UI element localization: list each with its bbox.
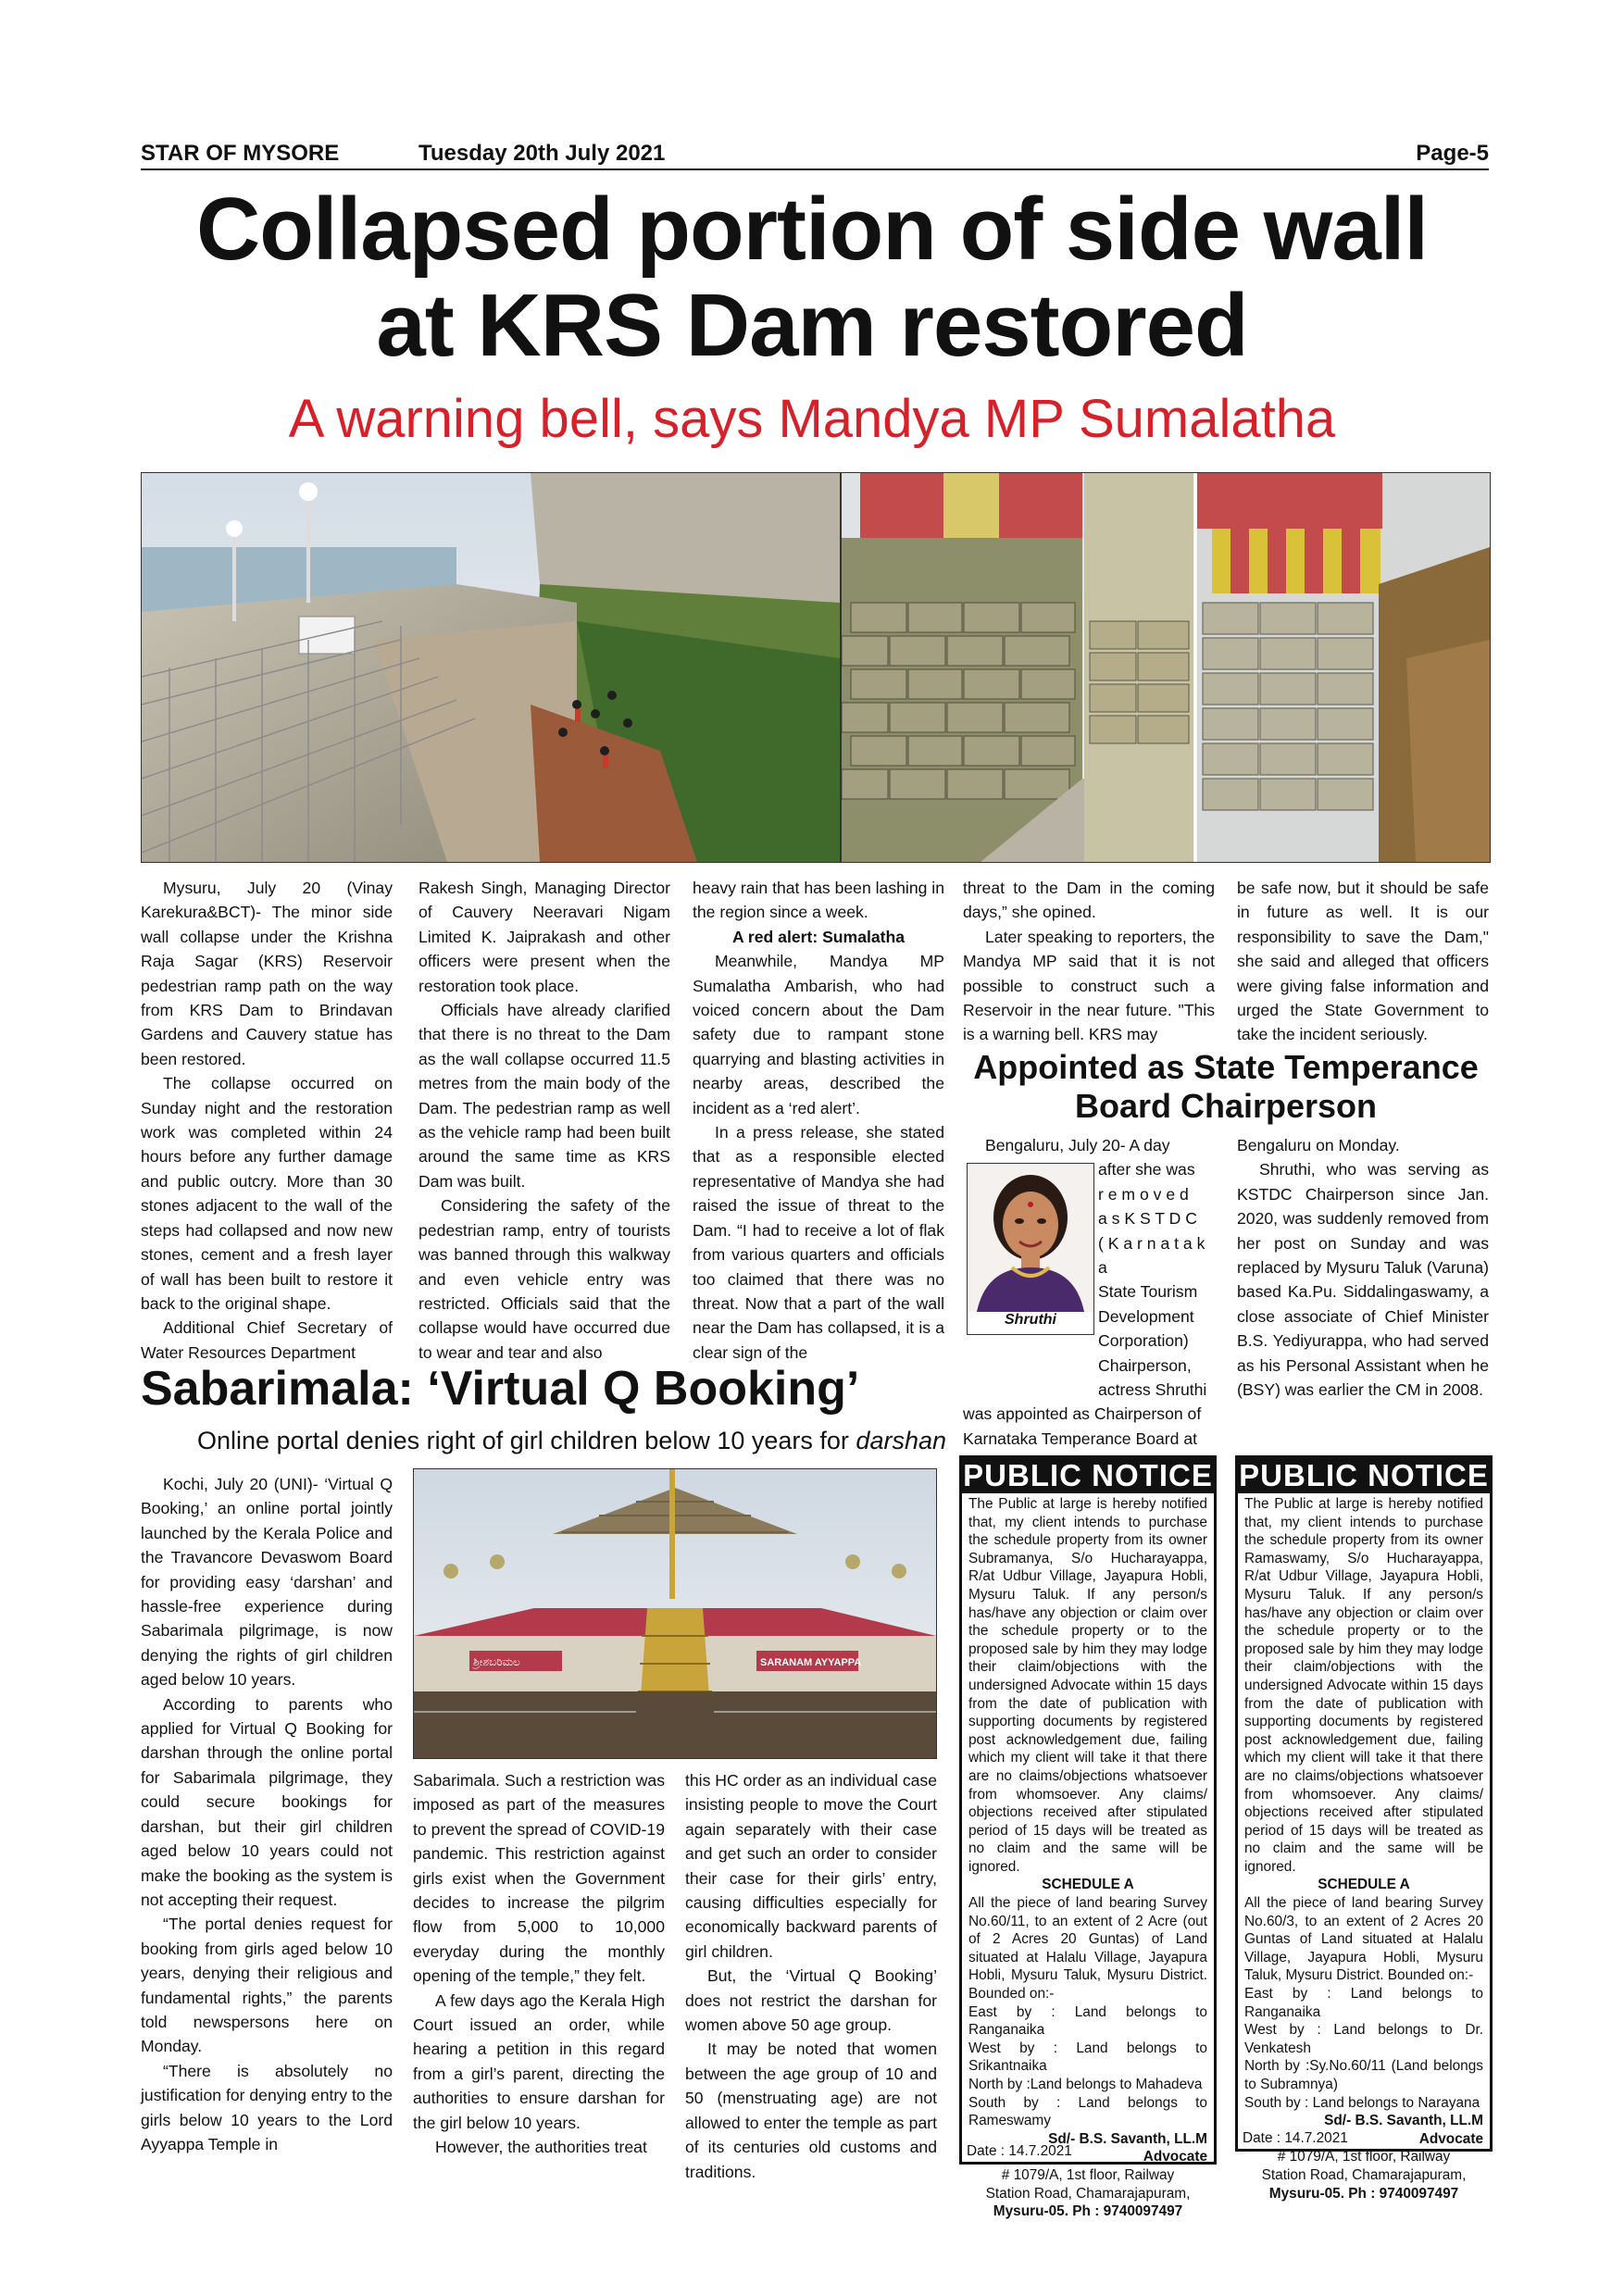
lead-kicker: A warning bell, says Mandya MP Sumalatha <box>288 389 1336 449</box>
portrait-caption: Shruthi <box>1005 1312 1056 1328</box>
temperance-line: actress Shruthi <box>1098 1380 1207 1400</box>
sabarimala-paragraph: “There is absolutely no justification for denying entry to the girls below 10 years to the Lord Ayyappa Temple in <box>141 2061 393 2153</box>
schedule-text: All the piece of land bearing Survey No.60/3, to an extent of 2 Acres 20 Guntas of Land situated at Halalu Village, Jayapura Hobli, Mysuru Taluk, Mysuru District. Bounded on:- <box>1244 1895 1483 1984</box>
notice-address: Mysuru-05. Ph : 9740097497 <box>1268 2185 1459 2202</box>
sabarimala-paragraph: this HC order as an individual case insisting people to move the Court again separately with their case and get such an order to consider their case for their girls’ entry, causing difficulties especially for economically backward parents of girl children. <box>685 1771 937 1961</box>
sabarimala-col-2 <box>413 1768 665 2160</box>
notice-date: Date : 14.7.2021 <box>1243 2130 1348 2146</box>
notice-text: The Public at large is hereby notified that, my client intends to purchase the schedule property from its owner Ramaswamy, S/o Hucharayappa, R/at Udbur Village, Jayapura Hobli, Mysuru Taluk. If any person/s has/have any objection or claim over the schedule property or to the proposed sale by him they may lodge their claim/objections with the undersigned Advocate within 15 days from the date of publication with supporting documents by registered post acknowledgement due, failing which my client will take it that there are no claims/objections whatsoever from whomsoever. Any claims/ objections received after stipulated period of 15 days will be treated as no claim and the same will be ignored. <box>1244 1496 1483 1875</box>
public-notice-2 <box>1235 1455 1493 2202</box>
notice-banner: PUBLIC NOTICE <box>1239 1458 1489 1492</box>
temperance-line: ( K a r n a t a k a <box>1098 1233 1206 1278</box>
sabarimala-col-1 <box>141 1472 393 2156</box>
lead-subhead: A red alert: Sumalatha <box>731 927 906 946</box>
lead-col-4 <box>963 876 1215 1047</box>
lead-paragraph: Additional Chief Secretary of Water Resources Department <box>141 1318 393 1362</box>
notice-address: Station Road, Chamarajapuram, <box>985 2185 1191 2202</box>
lead-paragraph: threat to the Dam in the coming days,” she opined. <box>963 879 1215 922</box>
sabarimala-paragraph: It may be noted that women between the age group of 10 and 50 (menstruating age) are not allowed to enter the temple as part of its centuries old customs and traditions. <box>685 2040 937 2181</box>
temperance-line: was appointed as Chairperson of <box>963 1404 1202 1424</box>
sabarimala-paragraph: A few days ago the Kerala High Court issued an order, while hearing a petition in this regard from a girl’s parent, directing the authorities to ensure darshan for the girl below 10 years. <box>413 1990 665 2132</box>
lead-paragraph: Later speaking to reporters, the Mandya MP said that it is not possible to construct such a Reservoir in the near future. "This is a warning bell. KRS may <box>963 927 1215 1044</box>
notice-text: The Public at large is hereby notified that, my client intends to purchase the schedule property from its owner Subramanya, S/o Hucharayappa, R/at Udbur Village, Jayapura Hobli, Mysuru Taluk. If any person/s has/have any objection or claim over the schedule property or to the proposed sale by him they may lodge their claim/objections with the undersigned Advocate within 15 days from the date of publication with supporting documents by registered post acknowledgement due, failing which my client will take it that there are no claims/objections whatsoever from whomsoever. Any claims/ objections received after stipulated period of 15 days will be treated as no claim and the same will be ignored. <box>968 1496 1207 1875</box>
lead-paragraph: Mysuru, July 20 (Vinay Karekura&BCT)- The minor side wall collapse under the Krishna Raja Sagar (KRS) Reservoir pedestrian ramp path on the way from KRS Dam to Brindavan Gardens and Cauvery statue has been restored. <box>141 879 393 1068</box>
notice-body <box>1238 1493 1490 2202</box>
bound-line: South by : Land belongs to Rameswamy <box>968 2094 1207 2129</box>
sabarimala-paragraph: Kochi, July 20 (UNI)- ‘Virtual Q Booking,’ an online portal jointly launched by the Kerala Police and the Travancore Devaswom Board for providing easy ‘darshan’ and hassle-free experience during Sabarimala pilgrimage, is now denying the rights of girl children aged below 10 years. <box>141 1475 393 1690</box>
temperance-line: a s K S T D C <box>1098 1209 1197 1229</box>
shruthi-portrait <box>967 1163 1094 1335</box>
temperance-line: Development <box>1098 1306 1194 1326</box>
notice-role: Advocate <box>1418 2130 1483 2147</box>
lead-paragraph: be safe now, but it should be safe in future as well. It is our responsibility to save the Dam," she said and alleged that officers were giving false information and urged the State Government to take the incident seriously. <box>1237 879 1489 1044</box>
lead-paragraph: Rakesh Singh, Managing Director of Cauvery Neeravari Nigam Limited K. Jaiprakash and other officers were present when the restoration took place. <box>418 879 670 995</box>
schedule-title: SCHEDULE A <box>1042 1877 1134 1893</box>
lead-headline-line-1: Collapsed portion of side wall <box>195 180 1429 279</box>
deck-text: Online portal denies right of girl children below 10 years for <box>197 1427 849 1454</box>
notice-address: # 1079/A, 1st floor, Railway <box>1277 2149 1451 2165</box>
paper-name: STAR OF MYSORE <box>141 141 340 166</box>
temperance-headline-line-2: Board Chairperson <box>1074 1087 1378 1125</box>
lead-paragraph: In a press release, she stated that as a responsible elected representative of Mandya she had raised the issue of threat to the Dam. “I had to receive a lot of flak from various quarters and officials too claimed that there was no threat. Now that a part of the wall near the Dam has collapsed, it is a clear sign of the <box>693 1123 944 1362</box>
lead-paragraph: Officials have already clarified that there is no threat to the Dam as the wall collapse occurred 11.5 metres from the main body of the Dam. The pedestrian ramp as well as the vehicle ramp had been built around the same time as KRS Dam was built. <box>418 1001 670 1191</box>
lead-paragraph: Considering the safety of the pedestrian ramp, entry of tourists was banned through this walkway and even vehicle entry was restricted. Officials said that the collapse would have occurred due to wear and tear and also <box>418 1196 670 1362</box>
lead-paragraph: heavy rain that has been lashing in the region since a week. <box>693 879 944 922</box>
notice-date: Date : 14.7.2021 <box>967 2143 1072 2159</box>
lead-headline-line-2: at KRS Dam restored <box>376 276 1248 375</box>
bound-line: North by :Sy.No.60/11 (Land belongs to Subramnya) <box>1244 2058 1483 2092</box>
notice-address: Station Road, Chamarajapuram, <box>1261 2166 1467 2183</box>
page-number: Page-5 <box>1416 141 1489 166</box>
notice-address: Mysuru-05. Ph : 9740097497 <box>993 2203 1183 2220</box>
temperance-paragraph: Shruthi, who was serving as KSTDC Chairperson since Jan. 2020, was suddenly removed from her post on Sunday and was replaced by Mysuru Taluk (Varuna) based Ka.Pu. Siddalingaswamy, a close associate of Chief Minister B.S. Yediyurappa, who had served as his Personal Assistant when he (BSY) was earlier the CM in 2008. <box>1237 1160 1489 1400</box>
lead-col-3 <box>693 876 944 1365</box>
temple-sign-right: SARANAM AYYAPPA <box>760 1657 862 1668</box>
sabarimala-paragraph: Sabarimala. Such a restriction was imposed as part of the measures to prevent the spread of COVID-19 pandemic. This restriction against girls exist when the Government decides to increase the pilgrim flow from 5,000 to 10,000 everyday during the monthly opening of the temple,” they felt. <box>413 1771 665 1986</box>
lead-col-5 <box>1237 876 1489 1047</box>
temperance-line: r e m o v e d <box>1098 1184 1189 1204</box>
temple-sign-left: ಶ್ರೀಶಬರಿಮಲ <box>473 1655 520 1668</box>
temperance-line: after she was <box>1098 1160 1195 1179</box>
temperance-headline <box>963 1048 1489 1126</box>
lead-col-1 <box>141 876 393 1365</box>
deck-italic: darshan <box>856 1427 946 1454</box>
lead-paragraph: Meanwhile, Mandya MP Sumalatha Ambarish, who had voiced concern about the Dam safety due to rampant stone quarrying and blasting activities in nearby areas, described the incident as a ‘red alert’. <box>693 952 944 1117</box>
sabarimala-deck <box>141 1426 946 1455</box>
public-notice-1 <box>959 1455 1217 2220</box>
temperance-paragraph: Bengaluru on Monday. <box>1237 1136 1400 1154</box>
sabarimala-headline: Sabarimala: ‘Virtual Q Booking’ <box>141 1362 860 1416</box>
issue-date: Tuesday 20th July 2021 <box>418 141 666 166</box>
notice-address: # 1079/A, 1st floor, Railway <box>1001 2166 1175 2183</box>
notice-signature: Sd/- B.S. Savanth, LL.M <box>1048 2130 1207 2147</box>
lead-col-2 <box>418 876 670 1365</box>
temperance-headline-line-1: Appointed as State Temperance <box>973 1048 1479 1086</box>
schedule-text: All the piece of land bearing Survey No.60/11, to an extent of 2 Acre (out of 2 Acres 20 Guntas) of Land situated at Halalu Village, Jayapura Hobli, Mysuru Taluk, Mysuru District. Bounded on:- <box>968 1895 1207 2003</box>
sabarimala-paragraph: “The portal denies request for booking from girls aged below 10 years, denying their religious and fundamental rights,” the parents told newspersons here on Monday. <box>141 1915 393 2056</box>
bound-line: West by : Land belongs to Srikantnaika <box>968 2040 1207 2075</box>
bound-line: East by : Land belongs to Ranganaika <box>1244 1986 1483 2020</box>
notice-role: Advocate <box>1143 2149 1207 2165</box>
temperance-line: Bengaluru, July 20- A day <box>985 1136 1170 1154</box>
schedule-title: SCHEDULE A <box>1318 1877 1410 1893</box>
lead-headline <box>93 181 1531 374</box>
temperance-line: State Tourism <box>1098 1282 1198 1302</box>
temperance-line: Corporation) <box>1098 1331 1189 1351</box>
bound-line: North by :Land belongs to Mahadeva <box>968 2077 1203 2092</box>
sabarimala-paragraph: According to parents who applied for Virtual Q Booking for darshan through the online portal for Sabarimala pilgrimage, they could secure bookings for darshan, but their girl children aged below 10 years could not make the booking as the system is not accepting their request. <box>141 1694 393 1909</box>
dam-ramp-photo <box>141 472 841 863</box>
sabarimala-col-3 <box>685 1768 937 2184</box>
masthead <box>141 141 1489 167</box>
masthead-rule <box>141 168 1489 170</box>
lead-paragraph: The collapse occurred on Sunday night and the restoration work was completed within 24 hours before any further damage and public outcry. More than 30 stones adjacent to the wall of the steps had collapsed and now new stones, cement and a fresh layer of wall has been built to restore it back to the original shape. <box>141 1074 393 1313</box>
bound-line: West by : Land belongs to Dr. Venkatesh <box>1244 2022 1483 2056</box>
notice-signature: Sd/- B.S. Savanth, LL.M <box>1324 2113 1483 2129</box>
temperance-line: Karnataka Temperance Board at <box>963 1429 1197 1448</box>
bound-line: South by : Land belongs to Narayana <box>1244 2094 1480 2111</box>
temperance-line: Chairperson, <box>1098 1355 1192 1375</box>
notice-body <box>962 1493 1214 2221</box>
sabarimala-paragraph: But, the ‘Virtual Q Booking’ does not restrict the darshan for women above 50 age group. <box>685 1966 937 2035</box>
sabarimala-temple-photo <box>413 1468 937 1759</box>
sabarimala-paragraph: However, the authorities treat <box>435 2138 647 2157</box>
notice-banner: PUBLIC NOTICE <box>963 1458 1213 1492</box>
temperance-col-2 <box>1237 1133 1489 1402</box>
bound-line: East by : Land belongs to Ranganaika <box>968 2003 1207 2039</box>
restored-wall-photo <box>841 472 1491 863</box>
